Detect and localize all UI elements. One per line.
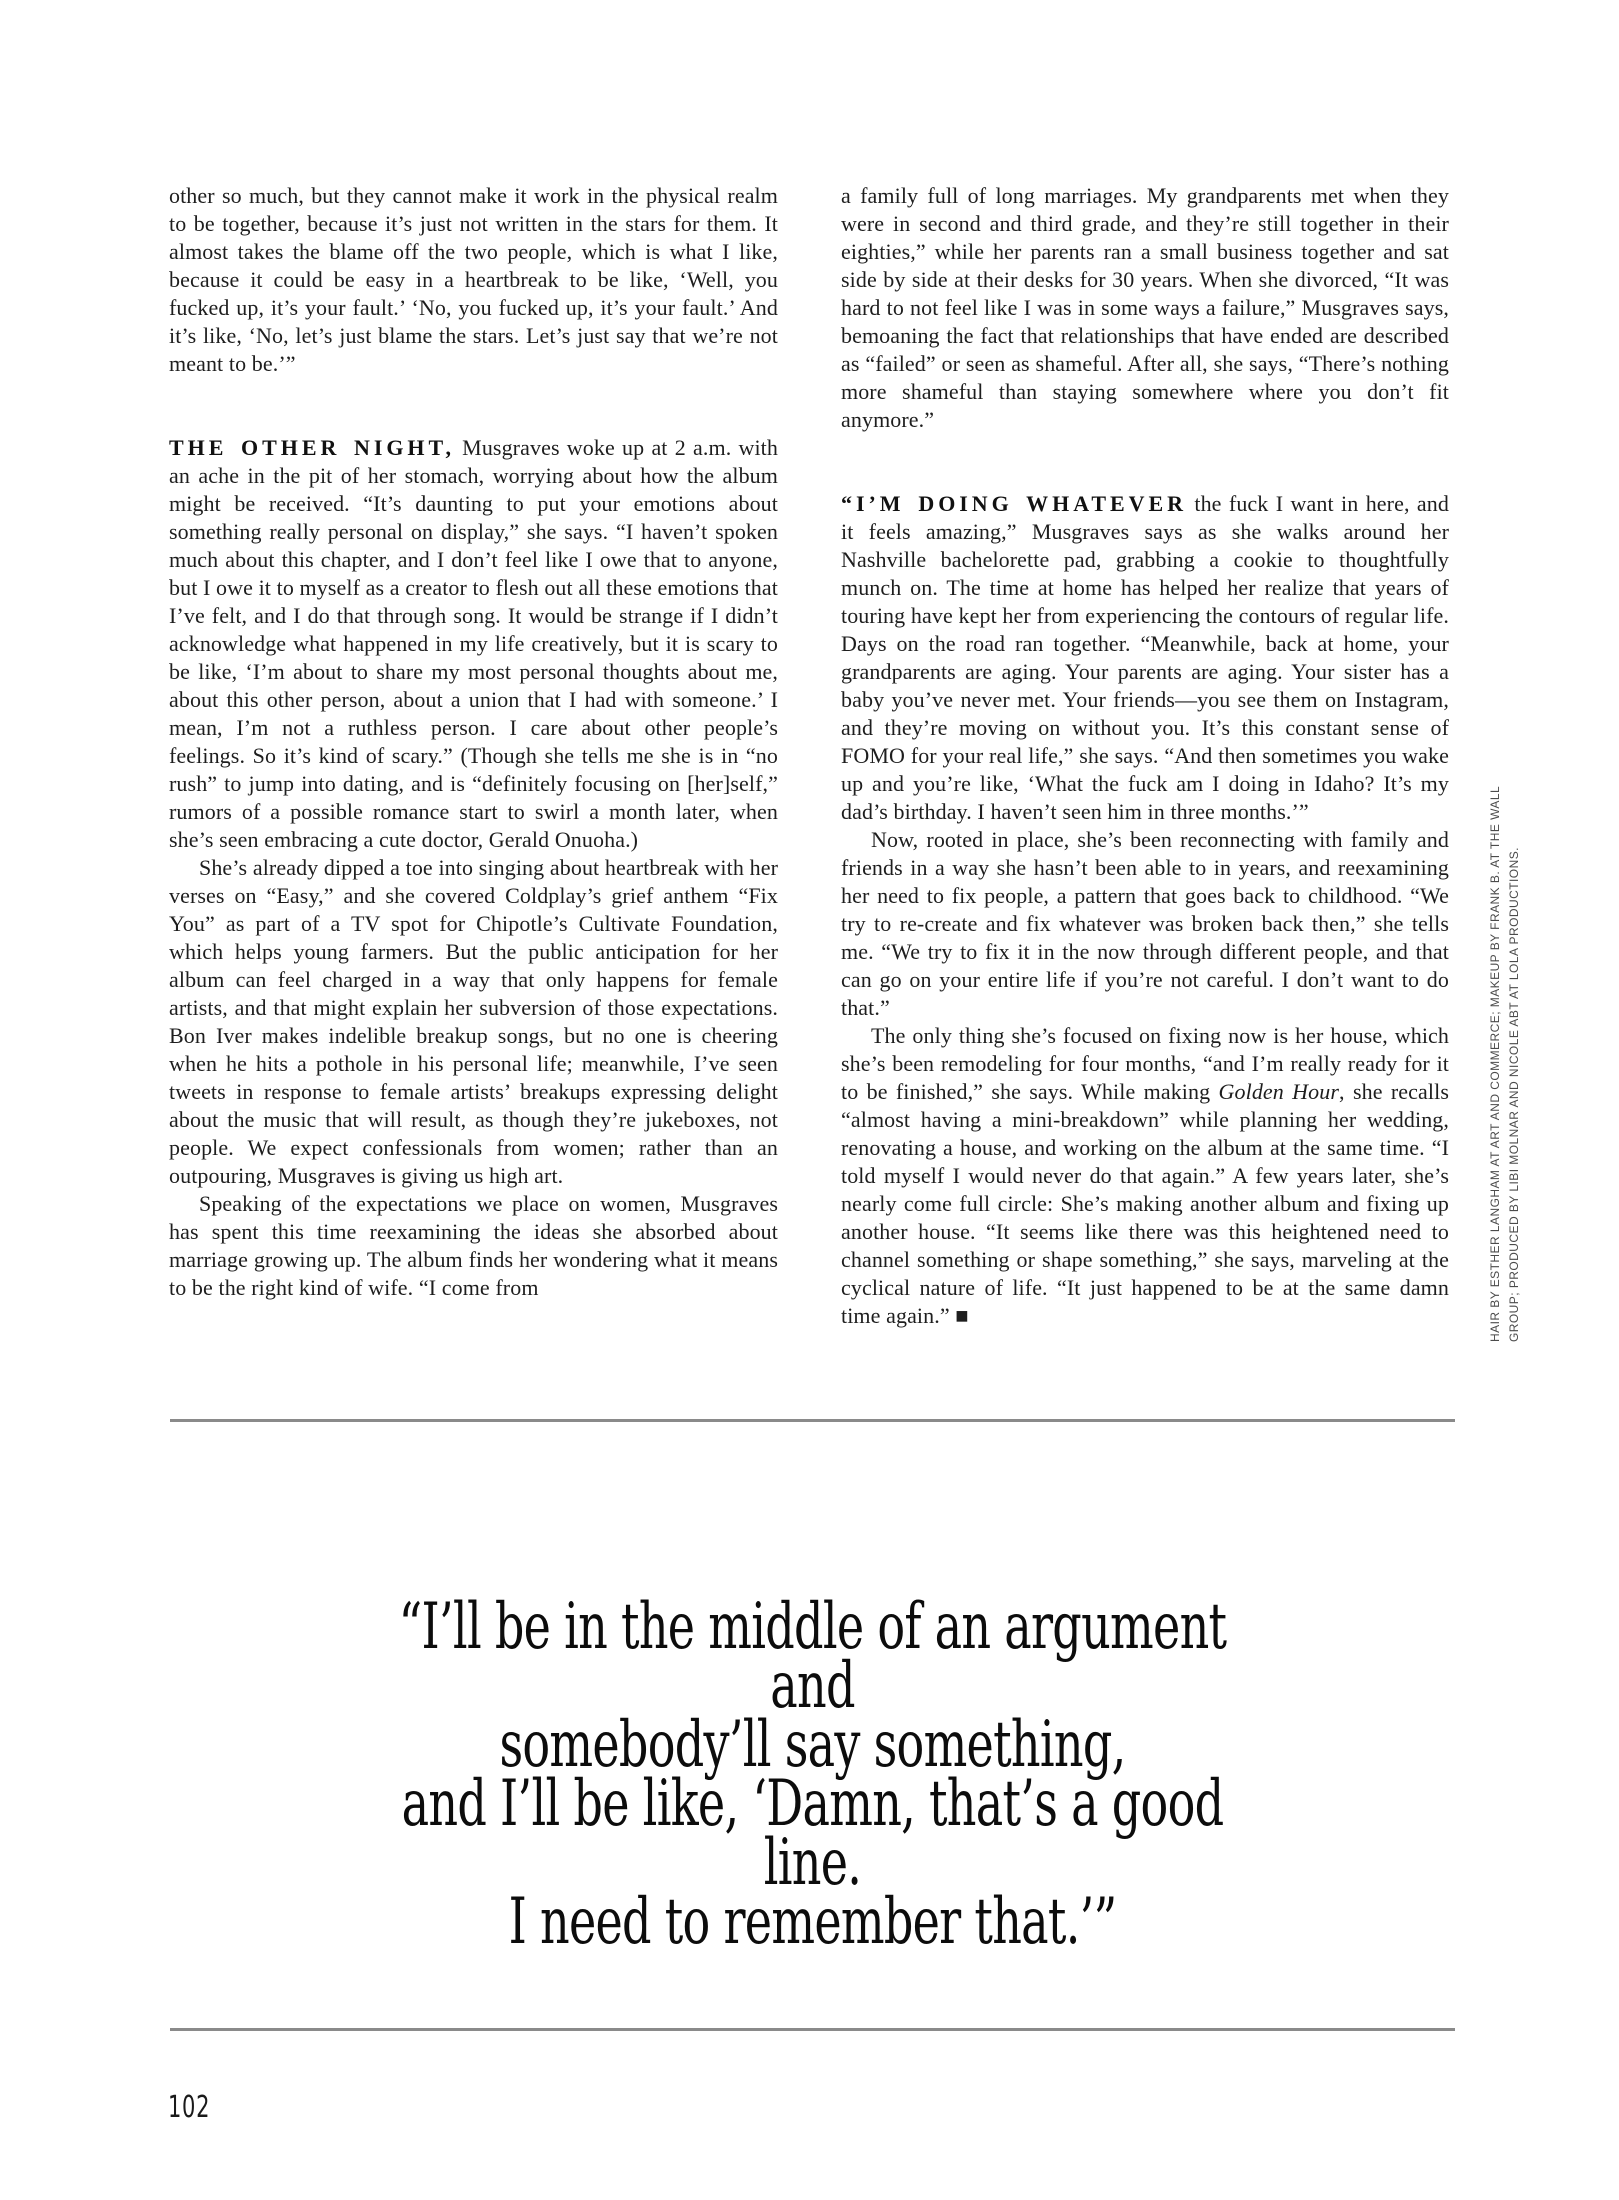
article-column-left: [169, 182, 778, 1302]
pull-quote: [170, 1590, 1455, 1959]
paragraph-text: Musgraves woke up at 2 a.m. with an ache in the pit of her stomach, worrying about how the album might be received. “It’s daunting to put your emotions about something really personal on display,” she says. “I haven’t spoken much about this chapter, and I don’t feel like I owe that to anyone, but I owe it to myself as a creator to flesh out all these emotions that I’ve felt, and I do that through song. It would be strange if I didn’t acknowledge what happened in my life creatively, but it is scary to be like, ‘I’m about to share my most personal thoughts about me, about this other person, about a union that I had with someone.’ I mean, I’m not a ruthless person. I care about other people’s feelings. So it’s kind of scary.” (Though she tells me she is in “no rush” to jump into dating, and is “definitely focusing on [her]self,” rumors of a possible romance start to swirl a month later, when she’s seen embracing a cute doctor, Gerald Onuoha.): [169, 435, 778, 852]
pull-quote-line: I need to remember that.’”: [508, 1885, 1117, 1959]
article-paragraph: [841, 182, 1449, 434]
article-paragraph: [169, 434, 778, 854]
article-paragraph: [169, 1190, 778, 1302]
photo-credits-line: HAIR BY ESTHER LANGHAM AT ART AND COMMERCE; MAKEUP BY FRANK B. AT THE WALL: [1488, 785, 1502, 1342]
article-paragraph: [841, 490, 1449, 826]
article-paragraph: [169, 182, 778, 378]
paragraph-text: other so much, but they cannot make it work in the physical realm to be together, because it’s just not written in the stars for them. It almost takes the blame off the two people, which is what I like, because it could be easy in a heartbreak to be like, ‘Well, you fucked up, it’s your fault.’ ‘No, you fucked up, it’s your fault.’ And it’s like, ‘No, let’s just blame the stars. Let’s just say that we’re not meant to be.’”: [169, 183, 778, 376]
paragraph-text: Now, rooted in place, she’s been reconnecting with family and friends in a way she hasn’t been able to in years, and reexamining her need to fix people, a pattern that goes back to childhood. “We try to re-create and fix whatever was broken back then,” she tells me. “We try to fix it in the now through different people, and that can go on your entire life if you’re not careful. I don’t want to do that.”: [841, 827, 1449, 1020]
album-title-italic: Golden Hour: [1218, 1079, 1340, 1104]
paragraph-text: , she recalls “almost having a mini-breakdown” while planning her wedding, renovating a house, and working on the album at the same time. “I told myself I would never do that again.” A few years later, she’s nearly come full circle: She’s making another album and fixing up another house. “It seems like there was this heightened need to channel something or shape something,” she says, marveling at the cyclical nature of life. “It just happened to be at the same damn time again.” ■: [841, 1079, 1449, 1328]
paragraph-text: a family full of long marriages. My grandparents met when they were in second and third grade, and they’re still together in their eighties,” while her parents ran a small business together and sat side by side at their desks for 30 years. When she divorced, “It was hard to not feel like I was in some ways a failure,” Musgraves says, bemoaning the fact that relationships that have ended are described as “failed” or seen as shameful. After all, she says, “There’s nothing more shameful than staying somewhere where you don’t fit anymore.”: [841, 183, 1449, 432]
pull-quote-line: “I’ll be in the middle of an argument and: [398, 1590, 1227, 1723]
photo-credits: [1486, 726, 1530, 1342]
article-paragraph: [841, 1022, 1449, 1330]
pull-quote-line: somebody’ll say something,: [499, 1708, 1126, 1782]
article-column-right: [841, 182, 1449, 1330]
paragraph-text: The only thing she’s focused on fixing now is her house, which she’s been remodeling for four months, “and I’m really ready for it to be finished,” she says. While making: [841, 1023, 1449, 1104]
section-lead-in: THE OTHER NIGHT,: [169, 435, 455, 460]
paragraph-text: She’s already dipped a toe into singing about heartbreak with her verses on “Easy,” and she covered Coldplay’s grief anthem “Fix You” as part of a TV spot for Chipotle’s Cultivate Foundation, which helps young farmers. But the public anticipation for her album can feel charged in a way that only happens for female artists, and that might explain her subversion of those expectations. Bon Iver makes indelible breakup songs, but no one is cheering when he hits a pothole in his personal life; meanwhile, I’ve seen tweets in response to female artists’ breakups expressing delight about the music that will result, as though they’re jukeboxes, not people. We expect confessionals from women; rather than an outpouring, Musgraves is giving us high art.: [169, 855, 778, 1188]
top-divider: [170, 1419, 1455, 1422]
section-lead-in: “I’M DOING WHATEVER: [841, 491, 1188, 516]
pull-quote-line: and I’ll be like, ‘Damn, that’s a good line.: [401, 1767, 1224, 1900]
paragraph-text: Speaking of the expectations we place on women, Musgraves has spent this time reexamining the ideas she absorbed about marriage growing up. The album finds her wondering what it means to be the right kind of wife. “I come from: [169, 1191, 778, 1300]
photo-credits-line: GROUP; PRODUCED BY LIBI MOLNAR AND NICOLE ABT AT LOLA PRODUCTIONS.: [1507, 847, 1521, 1342]
bottom-divider: [170, 2028, 1455, 2031]
pull-quote-text: [350, 1590, 1275, 1959]
page-number: 102: [168, 2090, 211, 2125]
article-paragraph: [841, 826, 1449, 1022]
paragraph-text: the fuck I want in here, and it feels amazing,” Musgraves says as she walks around her Nashville bachelorette pad, grabbing a cookie to thoughtfully munch on. The time at home has helped her realize that years of touring have kept her from experiencing the contours of regular life. Days on the road ran together. “Meanwhile, back at home, your grandparents are aging. Your parents are aging. Your sister has a baby you’ve never met. Your friends—you see them on Instagram, and they’re moving on without you. It’s this constant sense of FOMO for your real life,” she says. “And then sometimes you wake up and you’re like, ‘What the fuck am I doing in Idaho? It’s my dad’s birthday. I haven’t seen him in three months.’”: [841, 491, 1449, 824]
article-paragraph: [169, 854, 778, 1190]
